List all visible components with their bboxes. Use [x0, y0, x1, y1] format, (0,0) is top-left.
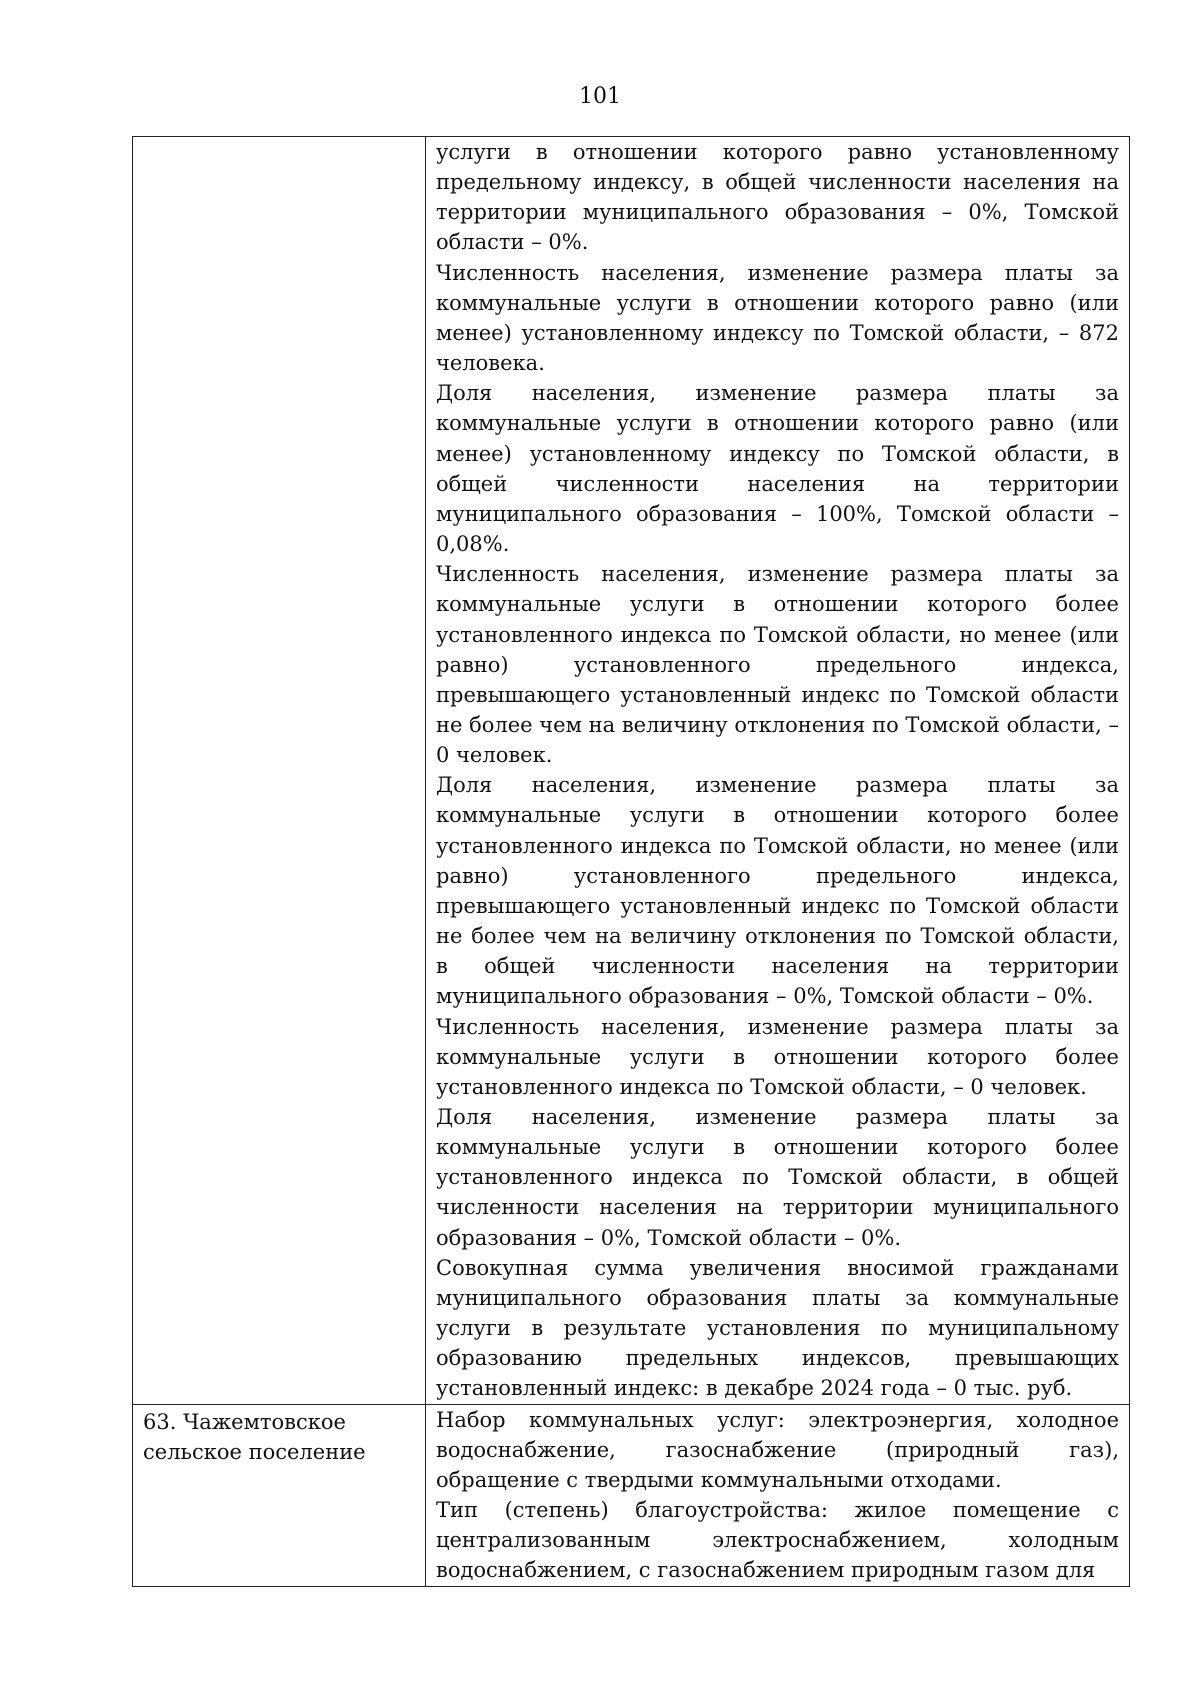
municipality-cell [133, 137, 426, 1405]
page-number: 101 [579, 84, 621, 109]
paragraph: Доля населения, изменение размера платы за коммунальные услуги в отношении которого равно (или менее) установленному индексу по Томской области, в общей численности населения на территории муниципального образования – 100%, Томской области – 0,08%. [436, 381, 1119, 557]
paragraph: Численность населения, изменение размера платы за коммунальные услуги в отношении которого более установленного индекса по Томской области, но менее (или равно) установленного предельного индекса, превышающего установленный индекс по Томской области не более чем на величину отклонения по Томской области, – 0 человек. [436, 562, 1119, 768]
document-table [132, 136, 1130, 1587]
paragraph: Совокупная сумма увеличения вносимой гражданами муниципального образования платы за коммунальные услуги в результате установления по муниципальному образованию предельных индексов, превышающих установленный индекс: в декабре 2024 года – 0 тыс. руб. [436, 1255, 1119, 1401]
paragraph: Доля населения, изменение размера платы за коммунальные услуги в отношении которого более установленного индекса по Томской области, в общей численности населения на территории муниципального образования – 0%, Томской области – 0%. [436, 1105, 1119, 1250]
municipality-name [133, 137, 425, 139]
paragraph: услуги в отношении которого равно установленному предельному индексу, в общей численности населения на территории муниципального образования – 0%, Томской области – 0%. [436, 140, 1119, 255]
municipality-name: 63. Чажемтовское сельское поселение [143, 1409, 366, 1464]
paragraph: Численность населения, изменение размера платы за коммунальные услуги в отношении которого равно (или менее) установленному индексу по Томской области, – 872 человека. [436, 260, 1119, 376]
paragraph: Численность населения, изменение размера платы за коммунальные услуги в отношении которого более установленного индекса по Томской области, – 0 человек. [436, 1014, 1119, 1099]
table-row [133, 1404, 1130, 1586]
paragraph: Тип (степень) благоустройства: жилое помещение с централизованным электроснабжением, холодным водоснабжением, с газоснабжением природным газом для [436, 1498, 1119, 1583]
description-cell [426, 137, 1130, 1405]
paragraph: Доля населения, изменение размера платы за коммунальные услуги в отношении которого более установленного индекса по Томской области, но менее (или равно) установленного предельного индекса, превышающего установленный индекс по Томской области не более чем на величину отклонения по Томской области, в общей численности населения на территории муниципального образования – 0%, Томской области – 0%. [436, 773, 1119, 1009]
description-cell [426, 1404, 1130, 1586]
paragraph: Набор коммунальных услуг: электроэнергия, холодное водоснабжение, газоснабжение (природный газ), обращение с твердыми коммунальными отходами. [436, 1407, 1119, 1492]
municipality-cell [133, 1404, 426, 1586]
table-row [133, 137, 1130, 1405]
